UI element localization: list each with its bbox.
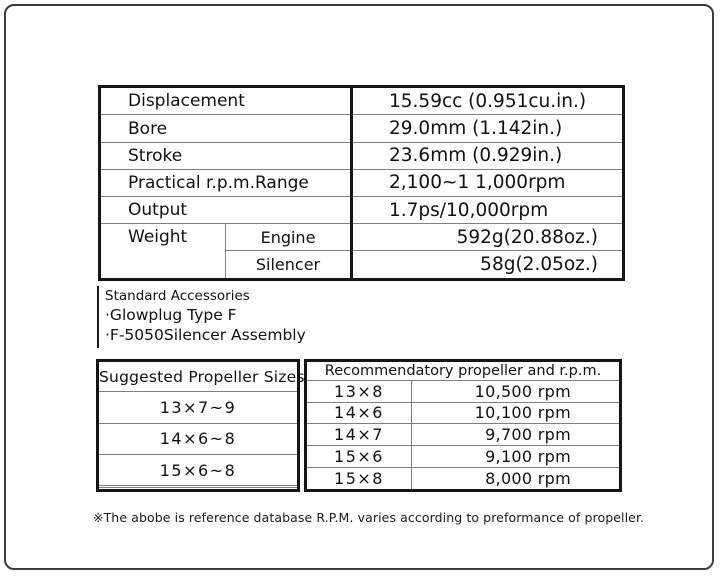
table-row	[100, 142, 624, 169]
spec-value-displacement: 15.59cc (0.951cu.in.)	[352, 87, 624, 115]
recommended-propeller-header: Recommendatory propeller and r.p.m.	[306, 361, 621, 381]
recommended-propeller: 14×7	[306, 424, 412, 446]
table-row	[100, 87, 624, 115]
table-row	[98, 423, 299, 454]
table-row	[98, 487, 299, 490]
accessories-section	[97, 286, 306, 348]
table-row	[306, 468, 621, 491]
table-row	[98, 454, 299, 485]
accessories-title: Standard Accessories	[105, 288, 250, 304]
table-row	[98, 361, 299, 392]
spec-label-output: Output	[100, 197, 352, 224]
suggested-propeller-table	[96, 359, 305, 492]
suggested-size: 14×6~8	[98, 423, 299, 454]
spec-label-rpm-range: Practical r.p.m.Range	[100, 169, 352, 196]
suggested-size: 15×6~8	[98, 454, 299, 485]
recommended-propeller: 15×8	[306, 468, 412, 491]
spec-value-stroke: 23.6mm (0.929in.)	[352, 142, 624, 169]
suggested-size-empty	[98, 487, 299, 490]
table-row	[306, 361, 621, 381]
table-row	[100, 169, 624, 196]
recommended-propeller: 13×8	[306, 380, 412, 402]
recommended-propeller: 14×6	[306, 402, 412, 424]
recommended-rpm: 9,700 rpm	[412, 424, 621, 446]
spec-value-rpm-range: 2,100~1 1,000rpm	[352, 169, 624, 196]
spec-label-weight: Weight	[100, 224, 226, 280]
spec-label-displacement: Displacement	[100, 87, 352, 115]
accessories-item-silencer: ·F-5050Silencer Assembly	[105, 326, 306, 344]
engine-spec-table	[98, 85, 625, 281]
table-row	[100, 115, 624, 142]
recommended-rpm: 8,000 rpm	[412, 468, 621, 491]
recommended-propeller-table	[304, 359, 622, 492]
recommended-propeller: 15×6	[306, 446, 412, 468]
spec-value-bore: 29.0mm (1.142in.)	[352, 115, 624, 142]
table-row	[100, 224, 624, 251]
table-row	[100, 197, 624, 224]
spec-value-output: 1.7ps/10,000rpm	[352, 197, 624, 224]
weight-value-engine: 592g(20.88oz.)	[352, 224, 624, 251]
table-row	[306, 402, 621, 424]
footnote: ※The abobe is reference database R.P.M. varies according to preformance of propeller.	[93, 510, 645, 525]
recommended-rpm: 9,100 rpm	[412, 446, 621, 468]
table-row	[306, 446, 621, 468]
recommended-rpm: 10,500 rpm	[412, 380, 621, 402]
spec-label-bore: Bore	[100, 115, 352, 142]
table-row	[98, 392, 299, 423]
table-row	[306, 380, 621, 402]
weight-sub-label-engine: Engine	[226, 224, 352, 251]
recommended-rpm: 10,100 rpm	[412, 402, 621, 424]
table-row	[306, 424, 621, 446]
accessories-item-glowplug: ·Glowplug Type F	[105, 306, 237, 324]
suggested-propeller-header: Suggested Propeller Sizes	[98, 361, 299, 392]
spec-label-stroke: Stroke	[100, 142, 352, 169]
suggested-size: 13×7~9	[98, 392, 299, 423]
weight-sub-label-silencer: Silencer	[226, 251, 352, 280]
weight-value-silencer: 58g(2.05oz.)	[352, 251, 624, 280]
